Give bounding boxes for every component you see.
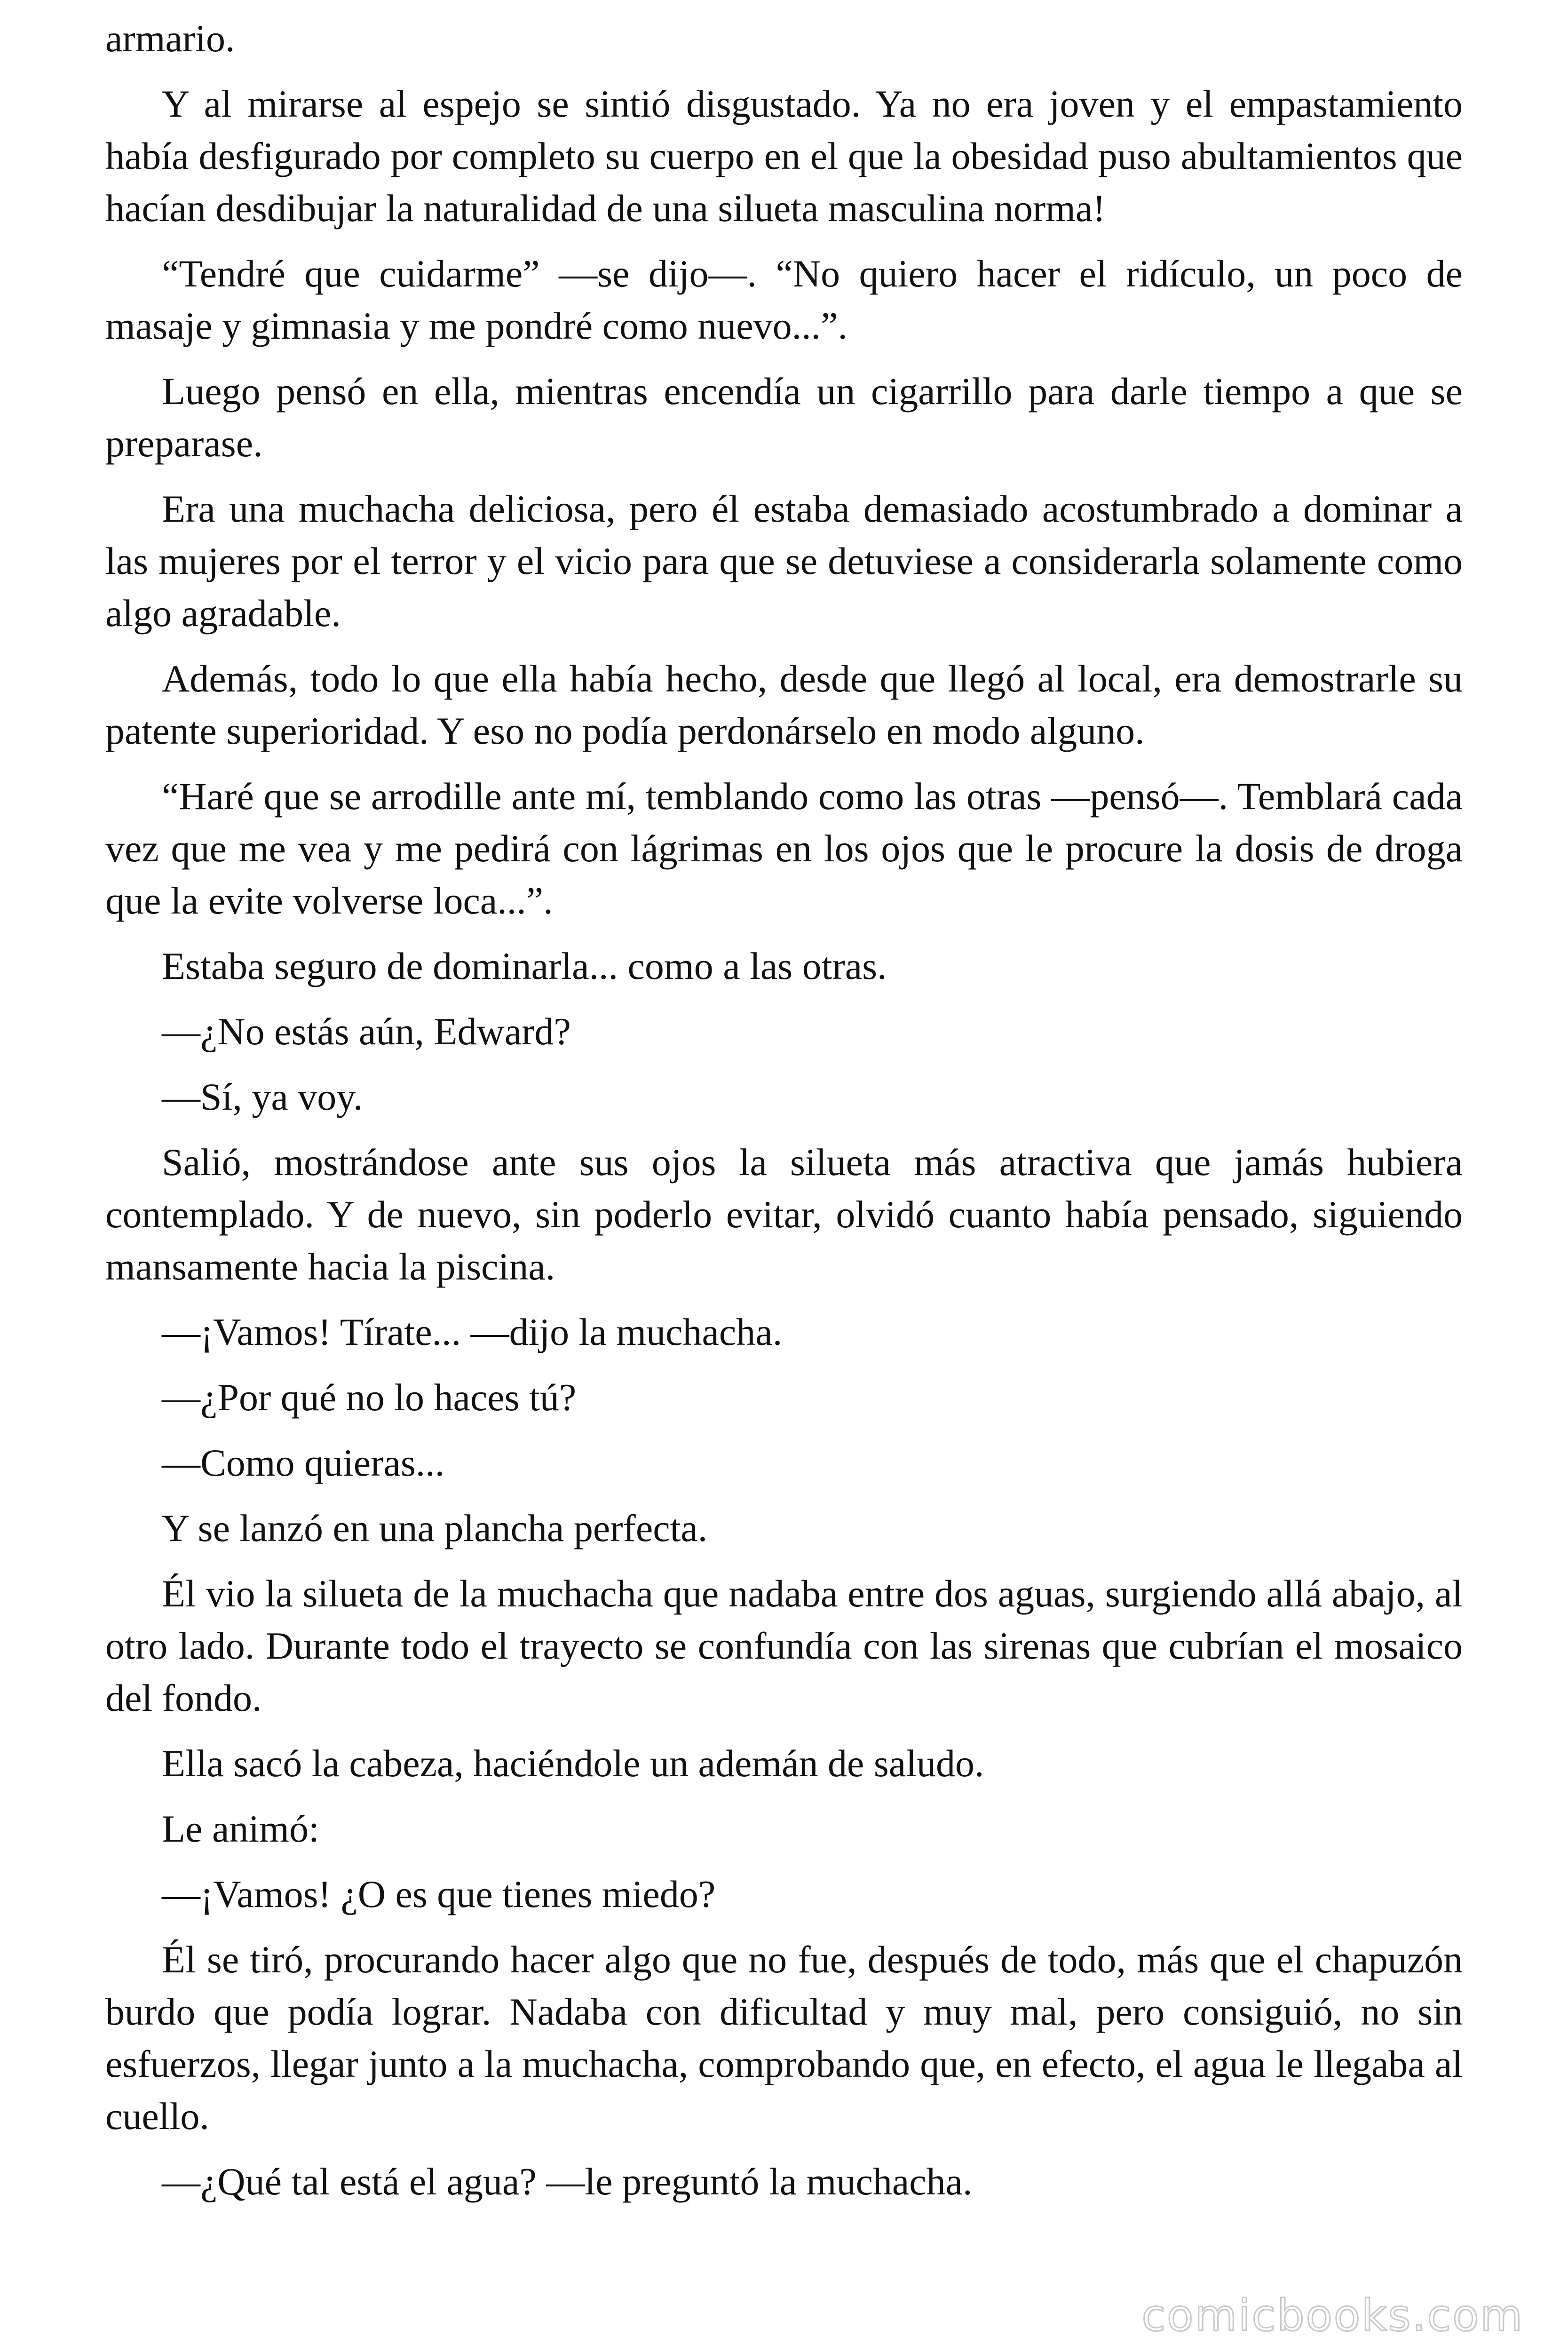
paragraph: Luego pensó en ella, mientras encendía un cigarrillo para darle tiempo a que se preparase. — [105, 370, 1463, 465]
paragraph: “Haré que se arrodille ante mí, temblando como las otras —pensó—. Temblará cada vez que me vea y me pedirá con lágrimas en los ojos que le procure la dosis de droga que la evite volverse loca...”. — [105, 775, 1463, 922]
paragraph: “Tendré que cuidarme” —se dijo—. “No quiero hacer el ridículo, un poco de masaje y gimnasia y me pondré como nuevo...”. — [105, 252, 1463, 347]
paragraph: Estaba seguro de dominarla... como a las otras. — [162, 945, 887, 987]
paragraph: Le animó: — [162, 1807, 319, 1850]
paragraph: Él se tiró, procurando hacer algo que no fue, después de todo, más que el chapuzón burdo que podía lograr. Nadaba con dificultad y muy mal, pero consiguió, no sin esfuerzos, llegar junto a la muchacha, comprobando que, en efecto, el agua le llegaba al cuello. — [105, 1938, 1463, 2137]
dialogue-line: —¿No estás aún, Edward? — [162, 1010, 571, 1053]
paragraph: Y se lanzó en una plancha perfecta. — [162, 1507, 708, 1549]
paragraph: Ella sacó la cabeza, haciéndole un ademán de saludo. — [162, 1742, 984, 1785]
dialogue-line: —Como quieras... — [162, 1441, 445, 1484]
paragraph-continuation: armario. — [105, 17, 235, 60]
dialogue-line: —Sí, ya voy. — [162, 1075, 363, 1118]
paragraph: Él vio la silueta de la muchacha que nadaba entre dos aguas, surgiendo allá abajo, al otro lado. Durante todo el trayecto se confundía con las sirenas que cubrían el mosaico del fondo. — [105, 1572, 1463, 1719]
dialogue-line: —¿Por qué no lo haces tú? — [162, 1376, 577, 1419]
dialogue-line: —¿Qué tal está el agua? —le preguntó la muchacha. — [162, 2160, 973, 2203]
book-page-text — [105, 12, 1463, 2221]
paragraph: Era una muchacha deliciosa, pero él estaba demasiado acostumbrado a dominar a las mujeres por el terror y el vicio para que se detuviese a considerarla solamente como algo agradable. — [105, 487, 1463, 635]
paragraph: Y al mirarse al espejo se sintió disgustado. Ya no era joven y el empastamiento había desfigurado por completo su cuerpo en el que la obesidad puso abultamientos que hacían desdibujar la naturalidad de una silueta masculina norma! — [105, 82, 1463, 230]
paragraph: Además, todo lo que ella había hecho, desde que llegó al local, era demostrarle su patente superioridad. Y eso no podía perdonárselo en modo alguno. — [105, 657, 1463, 752]
dialogue-line: —¡Vamos! ¿O es que tienes miedo? — [162, 1873, 716, 1915]
watermark: comicbooks.com — [1141, 2290, 1524, 2341]
dialogue-line: —¡Vamos! Tírate... —dijo la muchacha. — [162, 1311, 783, 1353]
paragraph: Salió, mostrándose ante sus ojos la silueta más atractiva que jamás hubiera contemplado. Y de nuevo, sin poderlo evitar, olvidó cuanto había pensado, siguiendo mansamente hacia la piscina. — [105, 1141, 1463, 1288]
